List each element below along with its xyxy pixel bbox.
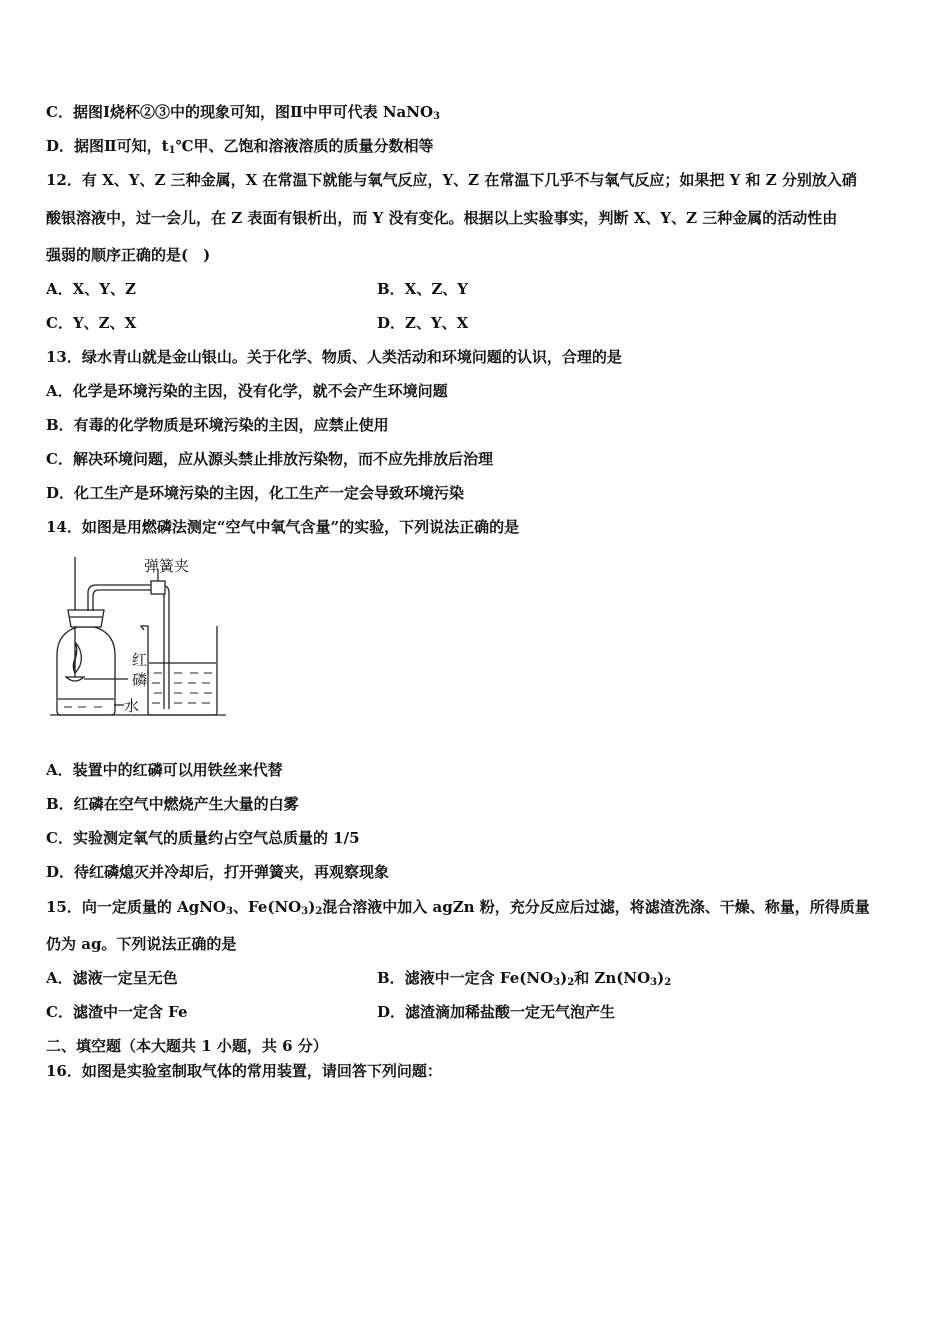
rubber-stopper (68, 610, 104, 627)
q15-option-d: D．滤渣滴加稀盐酸一定无气泡产生 (377, 1003, 616, 1021)
connecting-tube-inner (93, 590, 164, 709)
q12-stem-line2: 酸银溶液中，过一会儿，在 Z 表面有银析出，而 Y 没有变化。根据以上实验事实，判断 X、Y、Z 三种金属的活动性由 (46, 209, 838, 227)
q13-option-d: D．化工生产是环境污染的主因，化工生产一定会导致环境污染 (46, 484, 465, 502)
label-water: 水 (124, 697, 140, 715)
gas-jar (57, 627, 115, 715)
q14-stem: 14．如图是用燃磷法测定“空气中氧气含量”的实验，下列说法正确的是 (46, 518, 520, 536)
q12-option-d: D．Z、Y、X (377, 314, 469, 332)
section-heading: 二、填空题（本大题共 1 小题，共 6 分） (46, 1037, 328, 1055)
phosphorus-combustion-apparatus-figure (48, 553, 248, 721)
q12-stem-line1: 12．有 X、Y、Z 三种金属，X 在常温下就能与氧气反应，Y、Z 在常温下几乎不与氧气反应；如果把 Y 和 Z 分别放入硝 (46, 171, 857, 189)
q15-option-c: C．滤渣中一定含 Fe (46, 1003, 188, 1021)
label-spring-clamp: 弹簧夹 (144, 557, 190, 575)
label-phosphorus: 磷 (132, 671, 148, 689)
connecting-tube-outer (88, 585, 169, 709)
q13-option-b: B．有毒的化学物质是环境污染的主因，应禁止使用 (46, 416, 389, 434)
q11-option-d: D．据图Ⅱ可知，$t_1℃$甲、乙饱和溶液溶质的质量分数相等 (46, 137, 434, 156)
q12-stem-line3: 强弱的顺序正确的是( ) (46, 246, 211, 264)
q11-option-c: C．据图Ⅰ烧杯②③中的现象可知，图Ⅱ中甲可代表 NaNO$_3$ (46, 103, 440, 122)
q15-stem-line1: 15．向一定质量的 AgNO$_3$、$Fe(NO_3)_2$混合溶液中加入 agZn 粉，充分反应后过滤，将滤渣洗涤、干燥、称量，所得质量 (46, 898, 870, 917)
q15-option-a: A．滤液一定呈无色 (46, 969, 178, 987)
q14-option-a: A．装置中的红磷可以用铁丝来代替 (46, 761, 283, 779)
q12-option-a: A．X、Y、Z (46, 280, 136, 298)
combustion-spoon (66, 677, 84, 681)
spring-clamp (151, 581, 165, 594)
label-red: 红 (132, 651, 148, 669)
q15-stem-line2: 仍为 ag。下列说法正确的是 (46, 935, 237, 953)
q16-stem: 16．如图是实验室制取气体的常用装置，请回答下列问题： (46, 1062, 442, 1080)
q12-option-c: C．Y、Z、X (46, 314, 137, 332)
q14-option-b: B．红磷在空气中燃烧产生大量的白雾 (46, 795, 299, 813)
beaker-water-hatching (152, 673, 212, 703)
beaker (141, 626, 217, 715)
q14-option-d: D．待红磷熄灭并冷却后，打开弹簧夹，再观察现象 (46, 863, 390, 881)
q15-option-b: B．滤液中一定含 $Fe(NO_3)_2$和 $Zn(NO_3)_2$ (377, 969, 672, 988)
q13-option-a: A．化学是环境污染的主因，没有化学，就不会产生环境问题 (46, 382, 448, 400)
q13-option-c: C．解决环境问题，应从源头禁止排放污染物，而不应先排放后治理 (46, 450, 493, 468)
q13-stem: 13．绿水青山就是金山银山。关于化学、物质、人类活动和环境问题的认识，合理的是 (46, 348, 622, 366)
q14-option-c: C．实验测定氧气的质量约占空气总质量的 1/5 (46, 829, 360, 847)
q12-option-b: B．X、Z、Y (377, 280, 468, 298)
